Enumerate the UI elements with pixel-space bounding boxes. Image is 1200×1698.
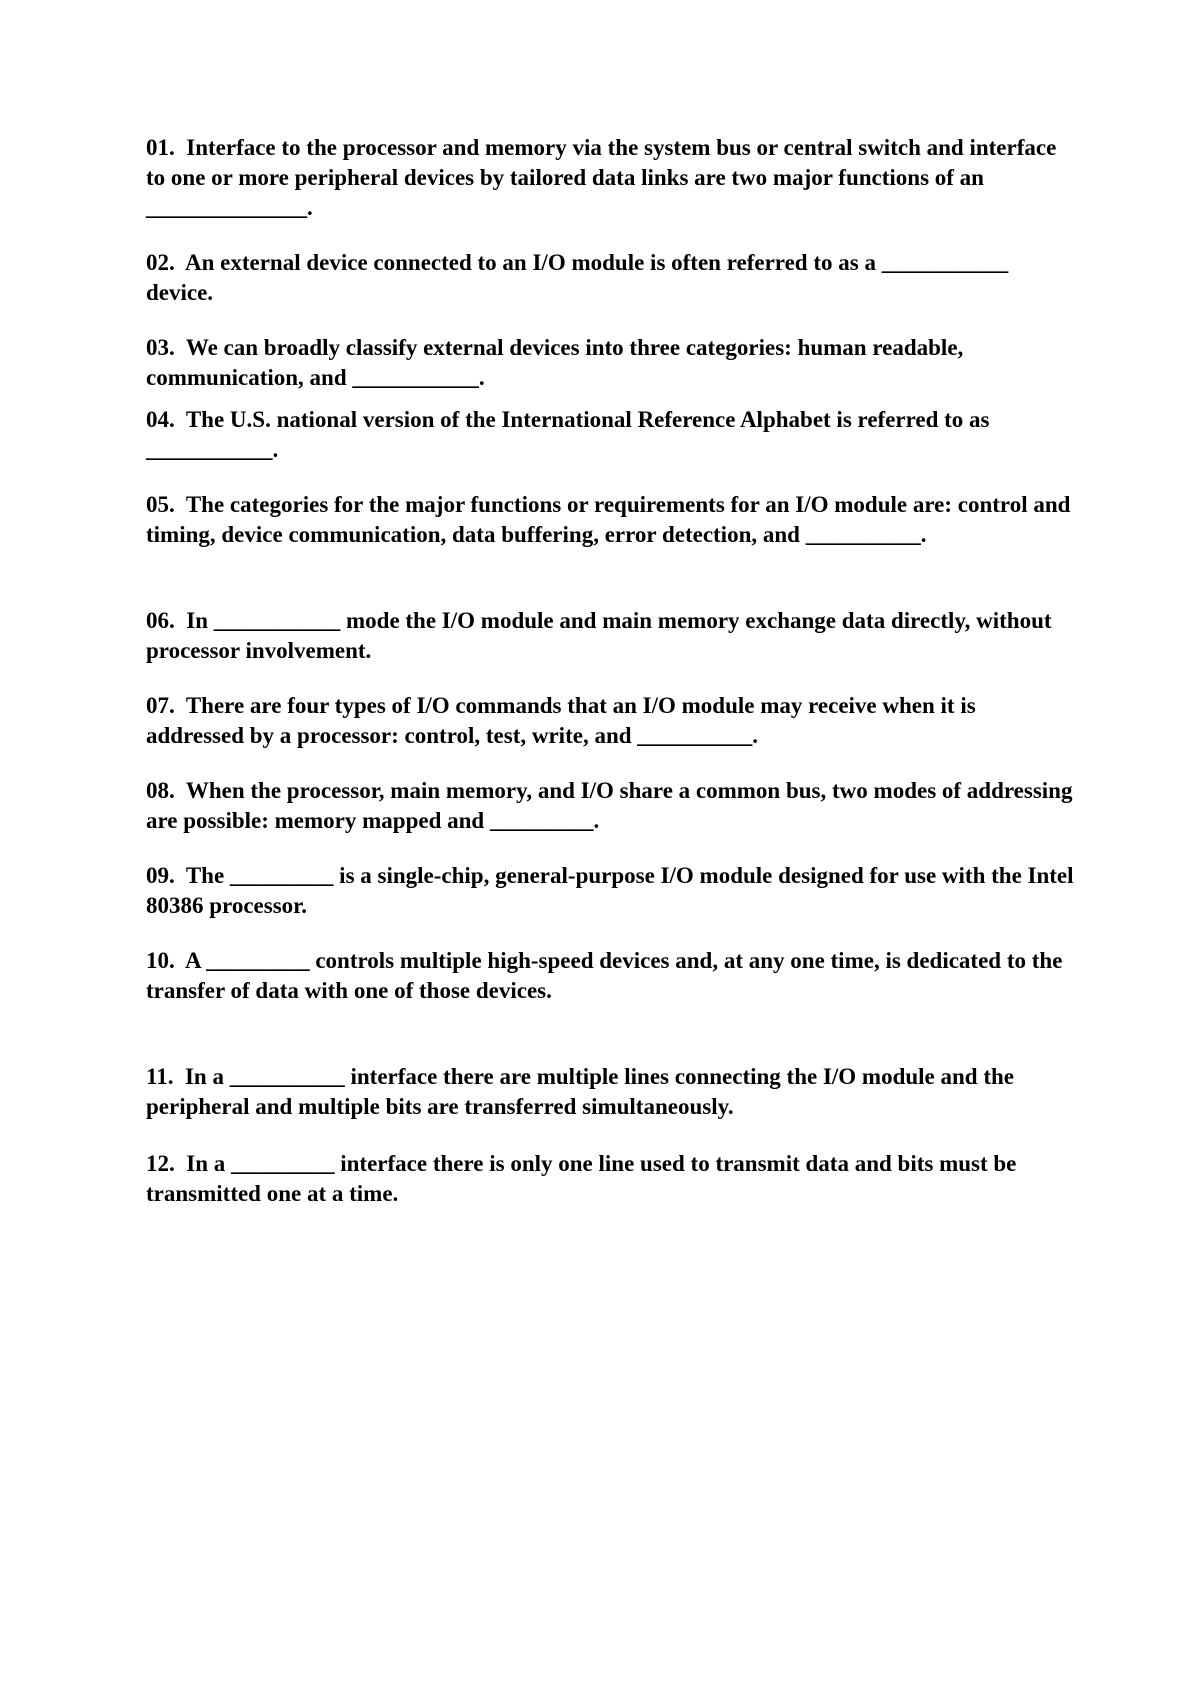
question-text: The categories for the major functions or requirements for an I/O module are: control and timing, device communication, data buffering, error detection, and __________. xyxy=(146,492,1071,547)
question-05 xyxy=(146,490,1076,550)
question-number: 01. xyxy=(146,135,175,160)
question-text: A _________ controls multiple high-speed devices and, at any one time, is dedicated to the transfer of data with one of those devices. xyxy=(146,948,1063,1003)
question-number: 06. xyxy=(146,608,175,633)
question-text: Interface to the processor and memory via the system bus or central switch and interface to one or more peripheral devices by tailored data links are two major functions of an ______________. xyxy=(146,135,1057,220)
question-number: 02. xyxy=(146,250,175,275)
question-number: 08. xyxy=(146,778,175,803)
question-10 xyxy=(146,946,1076,1006)
question-number: 09. xyxy=(146,863,175,888)
question-text: In ___________ mode the I/O module and main memory exchange data directly, without processor involvement. xyxy=(146,608,1052,663)
question-text: The U.S. national version of the International Reference Alphabet is referred to as ___________. xyxy=(146,407,990,462)
question-03 xyxy=(146,333,1076,393)
question-11 xyxy=(146,1062,1076,1122)
question-number: 05. xyxy=(146,492,175,517)
question-text: An external device connected to an I/O module is often referred to as a ___________ device. xyxy=(146,250,1009,305)
question-number: 10. xyxy=(146,948,175,973)
question-07 xyxy=(146,691,1076,751)
question-12 xyxy=(146,1149,1076,1209)
question-01 xyxy=(146,133,1076,223)
question-text: When the processor, main memory, and I/O share a common bus, two modes of addressing are possible: memory mapped and _________. xyxy=(146,778,1073,833)
question-text: In a _________ interface there is only one line used to transmit data and bits must be transmitted one at a time. xyxy=(146,1151,1017,1206)
question-text: In a __________ interface there are multiple lines connecting the I/O module and the peripheral and multiple bits are transferred simultaneously. xyxy=(146,1064,1015,1119)
question-number: 04. xyxy=(146,407,175,432)
question-number: 11. xyxy=(146,1064,174,1089)
question-06 xyxy=(146,606,1076,666)
question-number: 12. xyxy=(146,1151,175,1176)
question-text: We can broadly classify external devices into three categories: human readable, communication, and ___________. xyxy=(146,335,964,390)
question-08 xyxy=(146,776,1076,836)
question-02 xyxy=(146,248,1076,308)
question-text: The _________ is a single-chip, general-purpose I/O module designed for use with the Intel 80386 processor. xyxy=(146,863,1074,918)
question-04 xyxy=(146,405,1076,465)
question-09 xyxy=(146,861,1076,921)
question-number: 07. xyxy=(146,693,175,718)
question-number: 03. xyxy=(146,335,175,360)
question-text: There are four types of I/O commands that an I/O module may receive when it is addressed by a processor: control, test, write, and __________. xyxy=(146,693,976,748)
